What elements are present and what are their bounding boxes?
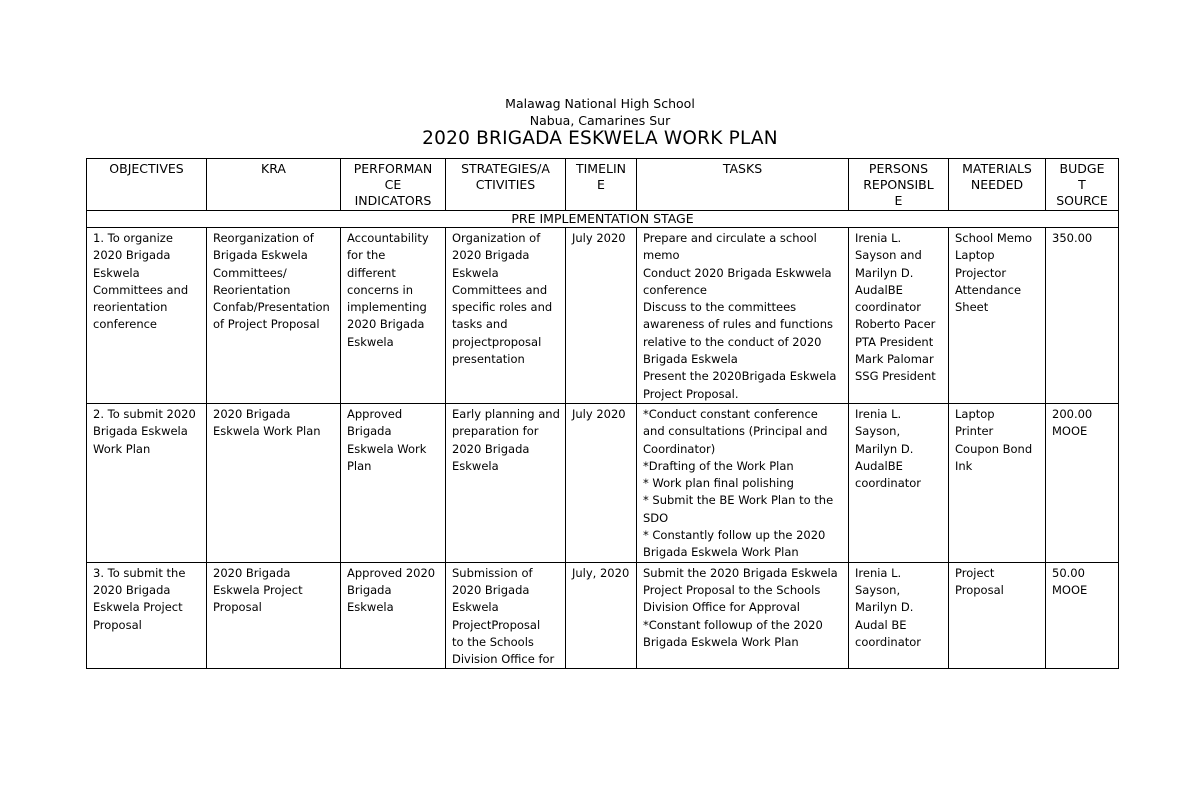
kra-cell: 2020 Brigada Eskwela Work Plan bbox=[207, 403, 341, 562]
strategy-cell: Submission of 2020 Brigada Eskwela ProjectProposal to the Schools Division Office for bbox=[446, 562, 566, 669]
indicator-cell: Approved Brigada Eskwela Work Plan bbox=[341, 403, 446, 562]
strategy-cell: Organization of 2020 Brigada Eskwela Committees and specific roles and tasks and projectproposal presentation bbox=[446, 228, 566, 404]
indicator-cell: Accountability for the different concerns in implementing 2020 Brigada Eskwela bbox=[341, 228, 446, 404]
objective-cell: 3. To submit the 2020 Brigada Eskwela Project Proposal bbox=[87, 562, 207, 669]
table-row bbox=[87, 562, 1119, 669]
col-header-kra bbox=[207, 159, 341, 211]
col-header-label: KRA bbox=[261, 161, 286, 176]
stage-row bbox=[87, 211, 1119, 228]
persons-cell: Irenia L. Sayson and Marilyn D. AudalBE coordinator Roberto Pacer PTA President Mark Palomar SSG President bbox=[849, 228, 949, 404]
timeline-cell: July, 2020 bbox=[566, 562, 637, 669]
persons-cell: Irenia L. Sayson, Marilyn D. Audal BE coordinator bbox=[849, 562, 949, 669]
col-header-label: TIMELIN E bbox=[575, 161, 626, 192]
work-plan-table bbox=[86, 158, 1119, 669]
materials-cell: School Memo Laptop Projector Attendance Sheet bbox=[949, 228, 1046, 404]
school-name: Malawag National High School bbox=[505, 96, 695, 111]
persons-cell: Irenia L. Sayson, Marilyn D. AudalBE coordinator bbox=[849, 403, 949, 562]
col-header-label: TASKS bbox=[722, 161, 763, 176]
kra-cell: 2020 Brigada Eskwela Project Proposal bbox=[207, 562, 341, 669]
timeline-cell: July 2020 bbox=[566, 228, 637, 404]
budget-cell: 50.00 MOOE bbox=[1046, 562, 1119, 669]
col-header-persons bbox=[849, 159, 949, 211]
col-header-strategies bbox=[446, 159, 566, 211]
timeline-cell: July 2020 bbox=[566, 403, 637, 562]
col-header-label: BUDGE T SOURCE bbox=[1056, 161, 1108, 208]
indicator-cell: Approved 2020 Brigada Eskwela bbox=[341, 562, 446, 669]
objective-cell: 1. To organize 2020 Brigada Eskwela Committees and reorientation conference bbox=[87, 228, 207, 404]
tasks-cell: Submit the 2020 Brigada Eskwela Project Proposal to the Schools Division Office for Approval *Constant followup of the 2020 Brigada Eskwela Work Plan bbox=[637, 562, 849, 669]
col-header-timeline bbox=[566, 159, 637, 211]
col-header-label: PERSONS REPONSIBL E bbox=[863, 161, 934, 208]
col-header-tasks bbox=[637, 159, 849, 211]
materials-cell: Project Proposal bbox=[949, 562, 1046, 669]
col-header-materials bbox=[949, 159, 1046, 211]
school-location: Nabua, Camarines Sur bbox=[529, 113, 671, 128]
col-header-label: MATERIALS NEEDED bbox=[962, 161, 1032, 192]
document-title: 2020 BRIGADA ESKWELA WORK PLAN bbox=[422, 128, 778, 149]
tasks-cell: Prepare and circulate a school memo Conduct 2020 Brigada Eskwwela conference Discuss to the committees awareness of rules and functions relative to the conduct of 2020 Brigada Eskwela Present the 2020Brigada Eskwela Project Proposal. bbox=[637, 228, 849, 404]
budget-cell: 350.00 bbox=[1046, 228, 1119, 404]
materials-cell: Laptop Printer Coupon Bond Ink bbox=[949, 403, 1046, 562]
col-header-objectives bbox=[87, 159, 207, 211]
kra-cell: Reorganization of Brigada Eskwela Committees/ Reorientation Confab/Presentation of Project Proposal bbox=[207, 228, 341, 404]
table-row bbox=[87, 403, 1119, 562]
col-header-label: PERFORMAN CE INDICATORS bbox=[353, 161, 433, 208]
col-header-label: OBJECTIVES bbox=[109, 161, 184, 176]
header-row bbox=[87, 159, 1119, 211]
budget-cell: 200.00 MOOE bbox=[1046, 403, 1119, 562]
tasks-cell: *Conduct constant conference and consultations (Principal and Coordinator) *Drafting of the Work Plan * Work plan final polishing * Submit the BE Work Plan to the SDO * Constantly follow up the 2020 Brigada Eskwela Work Plan bbox=[637, 403, 849, 562]
objective-cell: 2. To submit 2020 Brigada Eskwela Work Plan bbox=[87, 403, 207, 562]
stage-label: PRE IMPLEMENTATION STAGE bbox=[87, 211, 1119, 228]
col-header-budget bbox=[1046, 159, 1119, 211]
strategy-cell: Early planning and preparation for 2020 Brigada Eskwela bbox=[446, 403, 566, 562]
col-header-label: STRATEGIES/A CTIVITIES bbox=[461, 161, 550, 192]
col-header-performance-indicators bbox=[341, 159, 446, 211]
table-row bbox=[87, 228, 1119, 404]
